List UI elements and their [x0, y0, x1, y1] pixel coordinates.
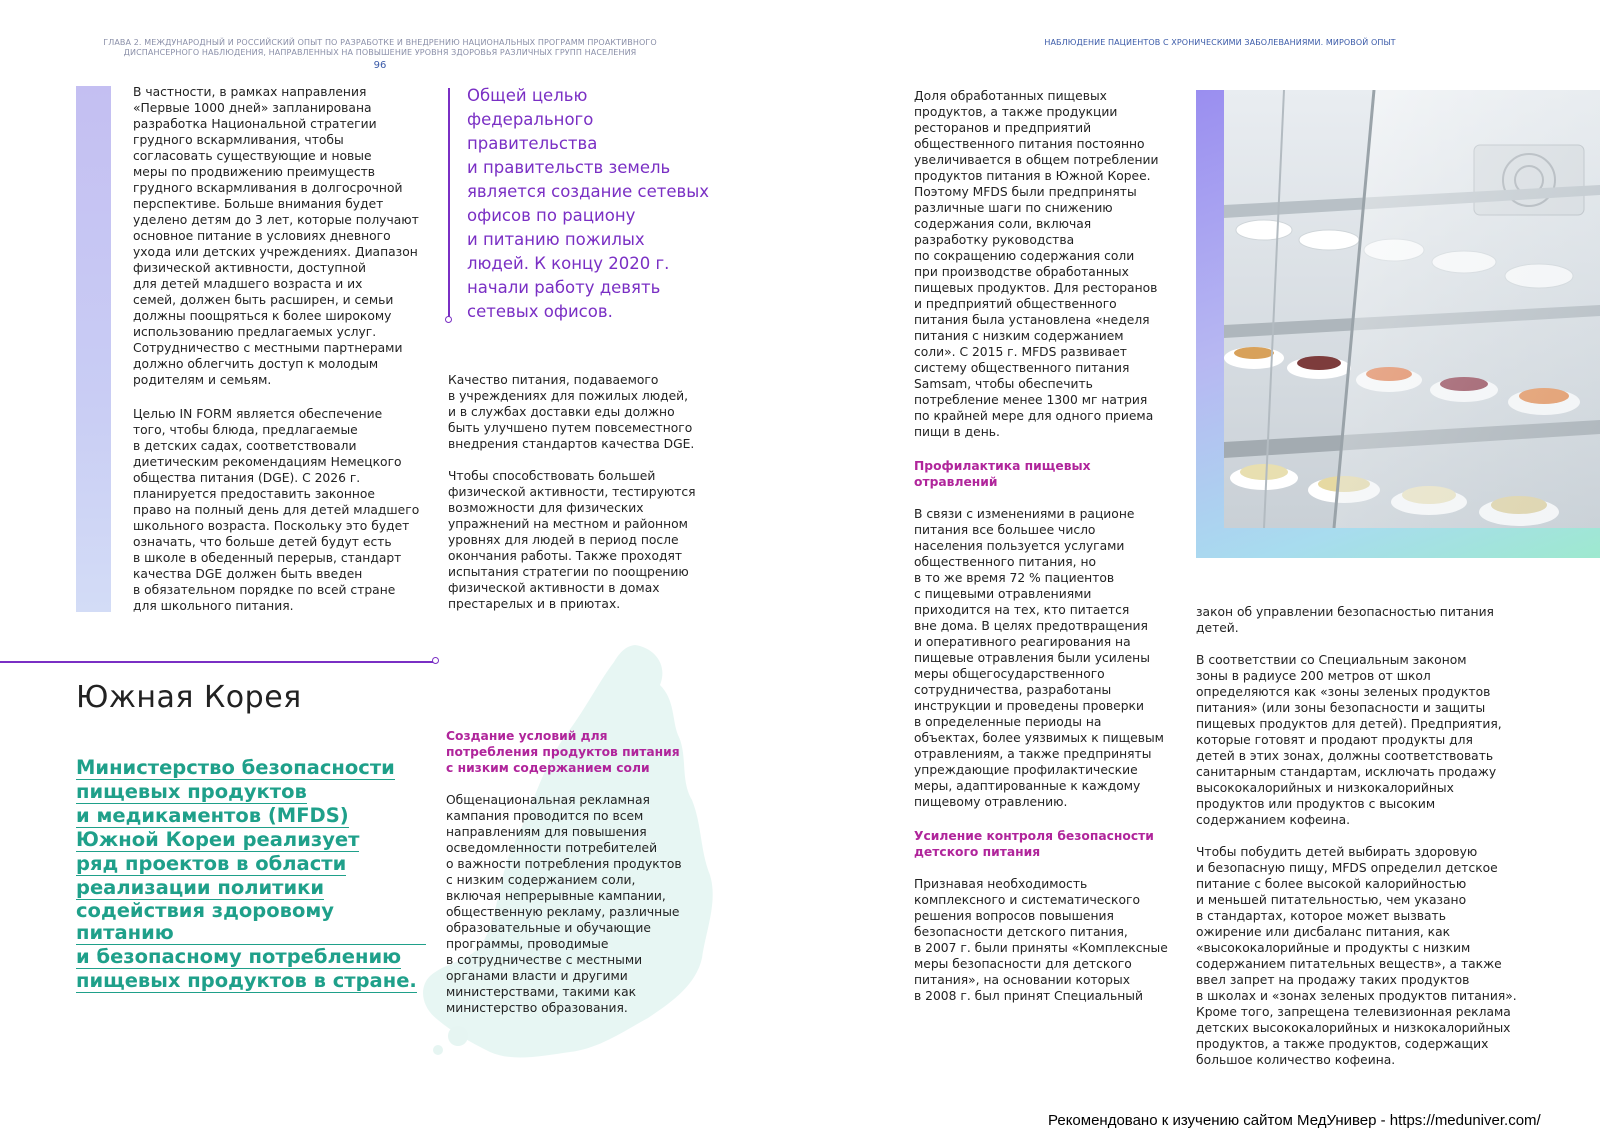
lead-line: реализации политики: [76, 876, 325, 899]
right-col2-paragraph-1: закон об управлении безопасностью питания детей.: [1196, 605, 1494, 635]
cafeteria-buffet-photo: [1224, 90, 1600, 528]
section-divider: [0, 661, 434, 663]
footer-recommendation: Рекомендовано к изучению сайтом МедУнивер - https://meduniver.com/: [1048, 1112, 1541, 1129]
col2-paragraph-1: Качество питания, подаваемого в учреждениях для пожилых людей, и в службах доставки еды должно быть улучшено путем повсеместного внедрения стандартов качества DGE.: [448, 373, 695, 451]
right-col2-paragraph-2: В соответствии со Специальным законом зоны в радиусе 200 метров от школ определяются как «зоны зеленых продуктов питания» (или зоны безопасности и защиты пищевых продуктов для детей). Предприятия, которые готовят и продают продукты для детей в этих зонах, должны соответствовать санитарным стандартам, исключать продажу высококалорийных и низкокалорийных продуктов или продуктов с высоким содержанием кофеина.: [1196, 653, 1502, 827]
lead-line: Министерство безопасности: [76, 756, 395, 779]
quote-vertical-line: [448, 88, 450, 318]
col2-paragraph-2: Чтобы способствовать большей физической активности, тестируются возможности для физических упражнений на местном и районном уровнях для людей в период после окончания работы. Также проходят испытания стратегии по поощрению физической активности в домах престарелых и в приютах.: [448, 469, 696, 611]
subheading-child-nutrition: Усиление контроля безопасности детского питания: [914, 829, 1154, 859]
subheading-low-salt: Создание условий для потребления продуктов питания с низким содержанием соли: [446, 729, 680, 775]
lead-line: ряд проектов в области: [76, 852, 347, 875]
right-col2-paragraph-3: Чтобы побудить детей выбирать здоровую и безопасную пищу, MFDS определил детское питание с более высокой калорийностью и меньшей питательностью, чем указано в стандартах, которое может вызвать ожирение или дисбаланс питания, как «высококалорийные и продукты с низким содержанием питательных веществ», а также ввел запрет на продажу таких продуктов в школах и «зонах зеленых продуктов питания». Кроме того, запрещена телевизионная реклама детских высококалорийных и низкокалорийных продуктов, а также продуктов, содержащих большое количество кофеина.: [1196, 845, 1517, 1067]
pull-quote: Общей целью федерального правительства и правительств земель является создание сетевых офисов по рациону и питанию пожилых людей. К концу 2020 г. начали работу девять сетевых офисов.: [467, 86, 709, 321]
col1-paragraph-2: Целью IN FORM является обеспечение того, чтобы блюда, предлагаемые в детских садах, соответствовали диетическим рекомендациям Немецкого общества питания (DGE). С 2026 г. планируется предоставить законное право на полный день для детей младшего школьного возраста. Поскольку это будет означать, что больше детей будут есть в школе в обеденный перерыв, стандарт качества DGE должен быть введен в обязательном порядке по всей стране для школьного питания.: [133, 407, 420, 613]
lead-statement: [76, 756, 426, 993]
subheading-food-poisoning: Профилактика пищевых отравлений: [914, 459, 1091, 489]
lead-line: и безопасному потреблению: [76, 945, 402, 968]
quote-line-dot: [445, 316, 452, 323]
running-header-left: ГЛАВА 2. МЕЖДУНАРОДНЫЙ И РОССИЙСКИЙ ОПЫТ ПО РАЗРАБОТКЕ И ВНЕДРЕНИЮ НАЦИОНАЛЬНЫХ ПРОГРАММ ПРОАКТИВНОГО ДИСПАНСЕРНОГО НАБЛЮДЕНИЯ, НАПРАВЛЕННЫХ НА ПОВЫШЕНИЕ УРОВНЯ ЗДОРОВЬЯ РАЗЛИЧНЫХ ГРУПП НАСЕЛЕНИЯ: [103, 38, 657, 57]
running-header-right: НАБЛЮДЕНИЕ ПАЦИЕНТОВ С ХРОНИЧЕСКИМИ ЗАБОЛЕВАНИЯМИ. МИРОВОЙ ОПЫТ: [1044, 38, 1396, 47]
lead-line: пищевых продуктов в стране.: [76, 969, 417, 992]
decorative-gradient-bar: [76, 86, 111, 612]
page-number: 96: [373, 60, 387, 71]
child-nutrition-paragraph: Признавая необходимость комплексного и систематического решения вопросов повышения безопасности детского питания, в 2007 г. были приняты «Комплексные меры безопасности для детского питания», на основании которых в 2008 г. был принят Специальный: [914, 877, 1168, 1003]
lead-line: Южной Кореи реализует: [76, 828, 360, 851]
lead-line: содействия здоровому питанию: [76, 900, 426, 945]
lead-line: пищевых продуктов: [76, 780, 307, 803]
right-col1-paragraph-1: Доля обработанных пищевых продуктов, а также продукции ресторанов и предприятий общественного питания постоянно увеличивается в общем потреблении продуктов питания в Южной Корее. Поэтому MFDS были предприняты различные шаги по снижению содержания соли, включая разработку руководства по сокращению содержания соли при производстве обработанных пищевых продуктов. Для ресторанов и предприятий общественного питания была установлена «неделя питания с низким содержанием соли». С 2015 г. MFDS развивает систему общественного питания Samsam, чтобы обеспечить потребление менее 1300 мг натрия по крайней мере для одного приема пищи в день.: [914, 89, 1159, 439]
food-poisoning-paragraph: В связи с изменениями в рационе питания все большее число населения пользуется услугами общественного питания, но в то же время 72 % пациентов с пищевыми отравлениями приходится на тех, кто питается вне дома. В целях предотвращения и оперативного реагирования на пищевые отравления были усилены меры общегосударственного сотрудничества, разработаны инструкции и проведены проверки в определенные периоды на объектах, более уязвимых к пищевым отравлениям, а также предприняты упреждающие профилактические меры, адаптированные к каждому пищевому отравлению.: [914, 507, 1164, 809]
col1-paragraph-1: В частности, в рамках направления «Первые 1000 дней» запланирована разработка Национальной стратегии грудного вскармливания, чтобы согласовать существующие и новые меры по продвижению преимуществ грудного вскармливания в долгосрочной перспективе. Больше внимания будет уделено детям до 3 лет, которые получают основное питание в условиях дневного ухода или детских учреждениях. Диапазон физической активности, доступной для детей младшего возраста и их семей, должен быть расширен, и семьи должны поощряться к более широкому использованию предлагаемых услуг. Сотрудничество с местными партнерами должно облегчить доступ к молодым родителям и семьям.: [133, 85, 419, 387]
lead-line: и медикаментов (MFDS): [76, 804, 349, 827]
low-salt-paragraph: Общенациональная рекламная кампания проводится по всем направлениям для повышения осведомленности потребителей о важности потребления продуктов с низким содержанием соли, включая непрерывные кампании, общественную рекламу, различные образовательные и обучающие программы, проводимые в сотрудничестве с местными органами власти и другими министерствами, такими как министерство образования.: [446, 793, 682, 1015]
section-heading-south-korea: Южная Корея: [76, 680, 302, 715]
